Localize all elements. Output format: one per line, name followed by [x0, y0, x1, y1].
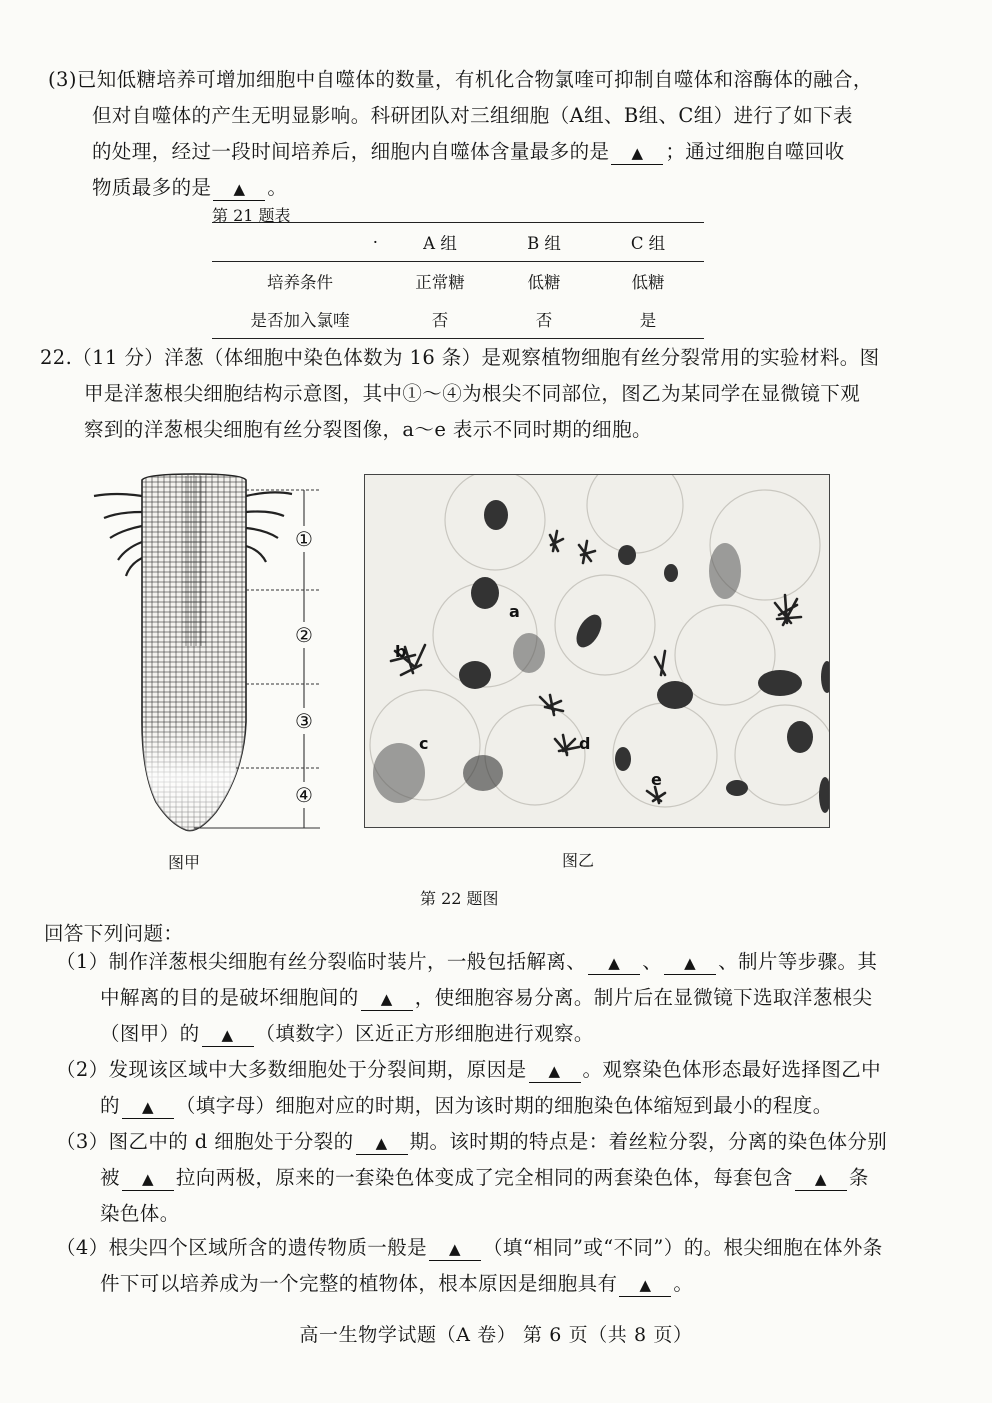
- question-22-stem: [40, 340, 920, 448]
- table-cell: 是: [639, 311, 657, 330]
- q4-line-2: [56, 1266, 906, 1302]
- answer-blank[interactable]: [588, 951, 640, 975]
- q21-line-3-tail: ；通过细胞自噬回收: [665, 140, 845, 163]
- answer-blank[interactable]: [202, 1023, 254, 1047]
- blank-marker: ▲: [449, 1240, 461, 1258]
- answer-blank[interactable]: [122, 1167, 174, 1191]
- zone-label-4: ④: [295, 783, 313, 807]
- q21-line-4-tail: 。: [267, 176, 288, 199]
- q1-line-1: [56, 944, 906, 980]
- blank-marker: ▲: [548, 1062, 561, 1080]
- figure-micrograph: [364, 474, 830, 828]
- table-header-a: A 组: [423, 234, 457, 253]
- q2-text: （2）发现该区域中大多数细胞处于分裂间期，原因是: [56, 1058, 527, 1081]
- answer-blank[interactable]: [795, 1167, 847, 1191]
- table-21: [212, 222, 704, 339]
- table-row: [212, 300, 704, 338]
- blank-marker: ▲: [141, 1170, 154, 1188]
- table-header-row: [212, 223, 704, 261]
- table-row-label: 培养条件: [267, 273, 333, 292]
- table-cell: 低糖: [527, 273, 561, 292]
- answer-blank[interactable]: [529, 1059, 581, 1083]
- q21-line-4-text: 物质最多的是: [92, 176, 212, 199]
- q1-text: 中解离的目的是破坏细胞间的: [100, 986, 359, 1009]
- q4-text: 件下可以培养成为一个完整的植物体，根本原因是细胞具有: [100, 1272, 618, 1295]
- blank-marker: ▲: [631, 144, 644, 162]
- q4-line-1: [56, 1230, 906, 1266]
- q2-line-1: [56, 1052, 906, 1088]
- cell-label-e: e: [651, 770, 662, 789]
- table-row: [212, 262, 704, 300]
- table-header-dot: ·: [372, 232, 378, 252]
- cell-label-d: d: [579, 734, 591, 753]
- table-cell: 否: [535, 311, 553, 330]
- q22-line-2: 甲是洋葱根尖细胞结构示意图，其中①～④为根尖不同部位，图乙为某同学在显微镜下观: [84, 382, 861, 405]
- blank-marker: ▲: [608, 954, 621, 972]
- blank-marker: ▲: [380, 990, 393, 1008]
- q21-line-1: (3)已知低糖培养可增加细胞中自噬体的数量，有机化合物氯喹可抑制自噬体和溶酶体的融合，: [48, 68, 873, 91]
- q3-text: （3）图乙中的 d 细胞处于分裂的: [56, 1130, 354, 1153]
- figure-caption: 第 22 题图: [420, 889, 499, 908]
- answer-blank[interactable]: [664, 951, 716, 975]
- zone-label-1: ①: [295, 527, 313, 551]
- q2-line-2: [56, 1088, 906, 1124]
- q21-line-3-text: 的处理，经过一段时间培养后，细胞内自噬体含量最多的是: [92, 140, 610, 163]
- q21-line-2: 但对自噬体的产生无明显影响。科研团队对三组细胞（A组、B组、C组）进行了如下表: [92, 104, 853, 127]
- question-2: [56, 1052, 906, 1124]
- blank-marker: ▲: [233, 180, 246, 198]
- q1-separator: 、: [642, 950, 663, 973]
- table-header-b: B 组: [527, 234, 561, 253]
- table-row-label: 是否加入氯喹: [250, 311, 350, 330]
- question-21-part-3: [48, 62, 908, 206]
- q3-line-2: [56, 1160, 906, 1196]
- answer-blank[interactable]: [429, 1237, 481, 1261]
- table-cell: 正常糖: [415, 273, 465, 292]
- cell-walls: [370, 475, 829, 807]
- answer-blank[interactable]: [356, 1131, 408, 1155]
- blank-marker: ▲: [814, 1170, 827, 1188]
- table-cell: 低糖: [631, 273, 665, 292]
- answer-blank[interactable]: [611, 141, 663, 165]
- q3-line-3: 染色体。: [100, 1202, 180, 1225]
- table-cell: 否: [431, 311, 449, 330]
- answer-blank[interactable]: [213, 177, 265, 201]
- figure-root-tip: [86, 472, 326, 832]
- q21-line-4: [48, 170, 908, 206]
- q3-text: 被: [100, 1166, 120, 1189]
- table-bottom-rule: [212, 338, 704, 339]
- granular-nuclei: [373, 543, 741, 803]
- q1-text: （填数字）区近正方形细胞进行观察。: [255, 1022, 594, 1045]
- q22-line-1: 22.（11 分）洋葱（体细胞中染色体数为 16 条）是观察植物细胞有丝分裂常用的实验材料。图: [40, 346, 880, 369]
- q2-text: （填字母）细胞对应的时期，因为该时期的细胞染色体缩短到最小的程度。: [175, 1094, 833, 1117]
- q1-text: （图甲）的: [100, 1022, 200, 1045]
- answer-blank[interactable]: [122, 1095, 174, 1119]
- q21-line-3: [48, 134, 908, 170]
- micrograph-drawing: [365, 475, 829, 827]
- q1-text: （1）制作洋葱根尖细胞有丝分裂临时装片，一般包括解离、: [56, 950, 587, 973]
- q2-text: 。观察染色体形态最好选择图乙中: [582, 1058, 882, 1081]
- blank-marker: ▲: [684, 954, 697, 972]
- cell-label-a: a: [509, 602, 520, 621]
- q1-line-3: [56, 1016, 906, 1052]
- question-4: [56, 1230, 906, 1302]
- page-footer: 高一生物学试题（A 卷） 第 6 页（共 8 页）: [299, 1324, 693, 1346]
- root-tip-drawing: [86, 472, 326, 832]
- cell-label-c: c: [419, 734, 429, 753]
- q3-text: 拉向两极，原来的一套染色体变成了完全相同的两套染色体，每套包含: [175, 1166, 793, 1189]
- figure-b-caption: 图乙: [562, 851, 595, 870]
- zone-label-2: ②: [295, 623, 313, 647]
- blank-marker: ▲: [639, 1276, 652, 1294]
- blank-marker: ▲: [375, 1134, 388, 1152]
- q1-line-2: [56, 980, 906, 1016]
- q3-line-1: [56, 1124, 906, 1160]
- figure-a-caption: 图甲: [168, 853, 201, 872]
- q2-text: 的: [100, 1094, 120, 1117]
- q4-text: （填“相同”或“不同”）的。根尖细胞在体外条: [483, 1236, 883, 1259]
- answer-blank[interactable]: [361, 987, 413, 1011]
- answer-blank[interactable]: [619, 1273, 671, 1297]
- q4-text: 。: [673, 1272, 694, 1295]
- blank-marker: ▲: [141, 1098, 154, 1116]
- table-caption: 第 21 题表: [212, 206, 291, 225]
- question-3: [56, 1124, 906, 1232]
- blank-marker: ▲: [221, 1026, 234, 1044]
- cell-label-b: b: [395, 642, 407, 661]
- q4-text: （4）根尖四个区域所含的遗传物质一般是: [56, 1236, 428, 1259]
- q1-text: 、制片等步骤。其: [718, 950, 878, 973]
- table-header-c: C 组: [630, 234, 666, 253]
- q3-text: 条: [848, 1166, 869, 1189]
- q1-text: ，使细胞容易分离。制片后在显微镜下选取洋葱根尖: [414, 986, 873, 1009]
- q3-text: 期。该时期的特点是：着丝粒分裂，分离的染色体分别: [409, 1130, 888, 1153]
- zone-label-3: ③: [295, 709, 313, 733]
- q22-line-3: 察到的洋葱根尖细胞有丝分裂图像，a～e 表示不同时期的细胞。: [84, 418, 652, 441]
- question-1: [56, 944, 906, 1052]
- questions-intro: 回答下列问题：: [44, 922, 184, 945]
